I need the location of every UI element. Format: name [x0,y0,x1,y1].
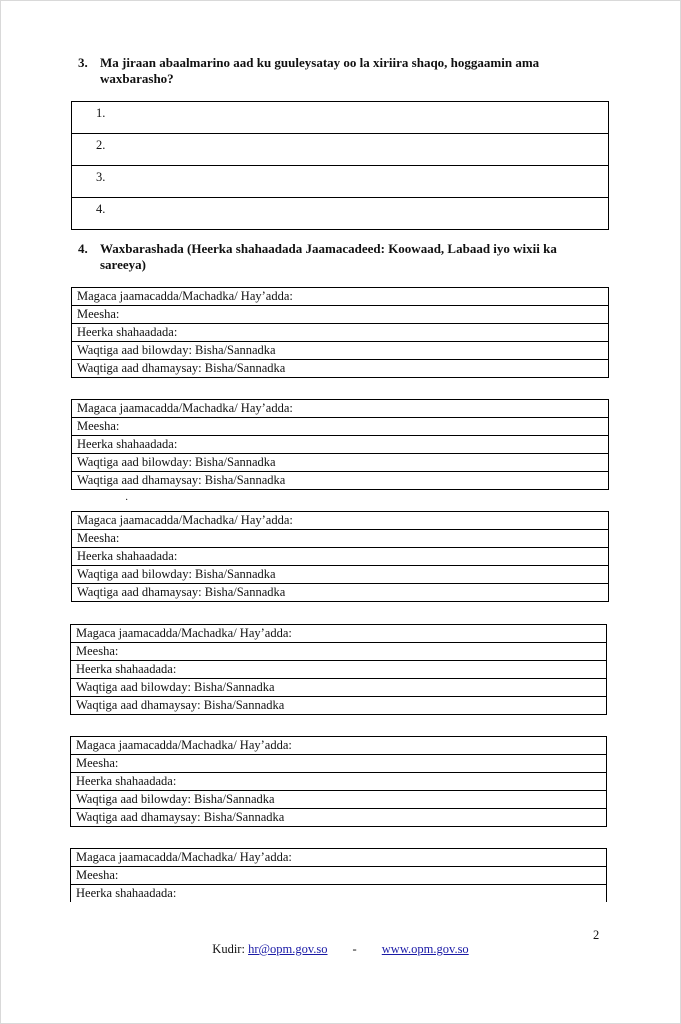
table-row [71,697,607,715]
table-row [72,530,609,548]
table-row [71,625,607,643]
table-row [72,102,609,134]
table-row [72,436,609,454]
institution-field[interactable]: Magaca jaamacadda/Machadka/ Hay’adda: [71,625,607,643]
table-row [71,737,607,755]
table-row [71,661,607,679]
start-date-field[interactable]: Waqtiga aad bilowday: Bisha/Sannadka [71,791,607,809]
question-number: 3. [78,55,88,70]
table-row [72,306,609,324]
degree-field[interactable]: Heerka shahaadada: [71,661,607,679]
end-date-field[interactable]: Waqtiga aad dhamaysay: Bisha/Sannadka [72,472,609,490]
start-date-field[interactable]: Waqtiga aad bilowday: Bisha/Sannadka [72,566,609,584]
question-4 [78,241,580,273]
table-row [72,166,609,198]
footer-label: Kudir: [212,942,245,956]
table-row [71,867,607,885]
end-date-field[interactable]: Waqtiga aad dhamaysay: Bisha/Sannadka [72,360,609,378]
question-text: Ma jiraan abaalmarino aad ku guuleysatay oo la xiriira shaqo, hoggaamin ama waxbarasho? [100,55,540,86]
institution-field[interactable]: Magaca jaamacadda/Machadka/ Hay’adda: [72,512,609,530]
awards-entry-3[interactable]: 3. [72,166,609,198]
institution-field[interactable]: Magaca jaamacadda/Machadka/ Hay’adda: [72,288,609,306]
education-table [71,511,609,602]
table-row [71,773,607,791]
email-link[interactable]: hr@opm.gov.so [248,942,328,956]
footer [0,942,681,957]
table-row [71,791,607,809]
education-table [70,848,607,902]
page-number: 2 [593,928,600,942]
table-row [72,324,609,342]
degree-field[interactable]: Heerka shahaadada: [71,773,607,791]
end-date-field[interactable]: Waqtiga aad dhamaysay: Bisha/Sannadka [71,697,607,715]
table-row [72,418,609,436]
table-row [72,584,609,602]
location-field[interactable]: Meesha: [72,418,609,436]
table-row [71,679,607,697]
degree-field[interactable]: Heerka shahaadada: [72,548,609,566]
awards-table [71,101,609,230]
start-date-field[interactable]: Waqtiga aad bilowday: Bisha/Sannadka [72,454,609,472]
table-row [72,512,609,530]
awards-entry-4[interactable]: 4. [72,198,609,230]
table-row [72,566,609,584]
degree-field[interactable]: Heerka shahaadada: [71,885,607,903]
question-number: 4. [78,241,88,256]
end-date-field[interactable]: Waqtiga aad dhamaysay: Bisha/Sannadka [72,584,609,602]
institution-field[interactable]: Magaca jaamacadda/Machadka/ Hay’adda: [71,849,607,867]
table-row [72,400,609,418]
table-row [72,342,609,360]
table-row [71,885,607,903]
table-row [71,755,607,773]
table-row [72,548,609,566]
location-field[interactable]: Meesha: [72,530,609,548]
table-row [72,472,609,490]
location-field[interactable]: Meesha: [72,306,609,324]
awards-entry-1[interactable]: 1. [72,102,609,134]
degree-field[interactable]: Heerka shahaadada: [72,324,609,342]
location-field[interactable]: Meesha: [71,643,607,661]
table-row [72,454,609,472]
table-row [71,809,607,827]
degree-field[interactable]: Heerka shahaadada: [72,436,609,454]
education-table [71,287,609,378]
table-row [72,134,609,166]
start-date-field[interactable]: Waqtiga aad bilowday: Bisha/Sannadka [72,342,609,360]
question-text: Waxbarashada (Heerka shahaadada Jaamacadeed: Koowaad, Labaad iyo wixii ka sareeya) [100,241,557,272]
website-link[interactable]: www.opm.gov.so [381,942,469,956]
table-row [72,360,609,378]
footer-separator: - [352,942,357,956]
table-row [72,198,609,230]
education-table [70,736,607,827]
start-date-field[interactable]: Waqtiga aad bilowday: Bisha/Sannadka [71,679,607,697]
awards-entry-2[interactable]: 2. [72,134,609,166]
table-row [72,288,609,306]
education-table [71,399,609,490]
location-field[interactable]: Meesha: [71,867,607,885]
education-table [70,624,607,715]
end-date-field[interactable]: Waqtiga aad dhamaysay: Bisha/Sannadka [71,809,607,827]
institution-field[interactable]: Magaca jaamacadda/Machadka/ Hay’adda: [72,400,609,418]
stray-dot: · [125,495,129,506]
institution-field[interactable]: Magaca jaamacadda/Machadka/ Hay’adda: [71,737,607,755]
table-row [71,849,607,867]
table-row [71,643,607,661]
location-field[interactable]: Meesha: [71,755,607,773]
question-3 [78,55,580,87]
